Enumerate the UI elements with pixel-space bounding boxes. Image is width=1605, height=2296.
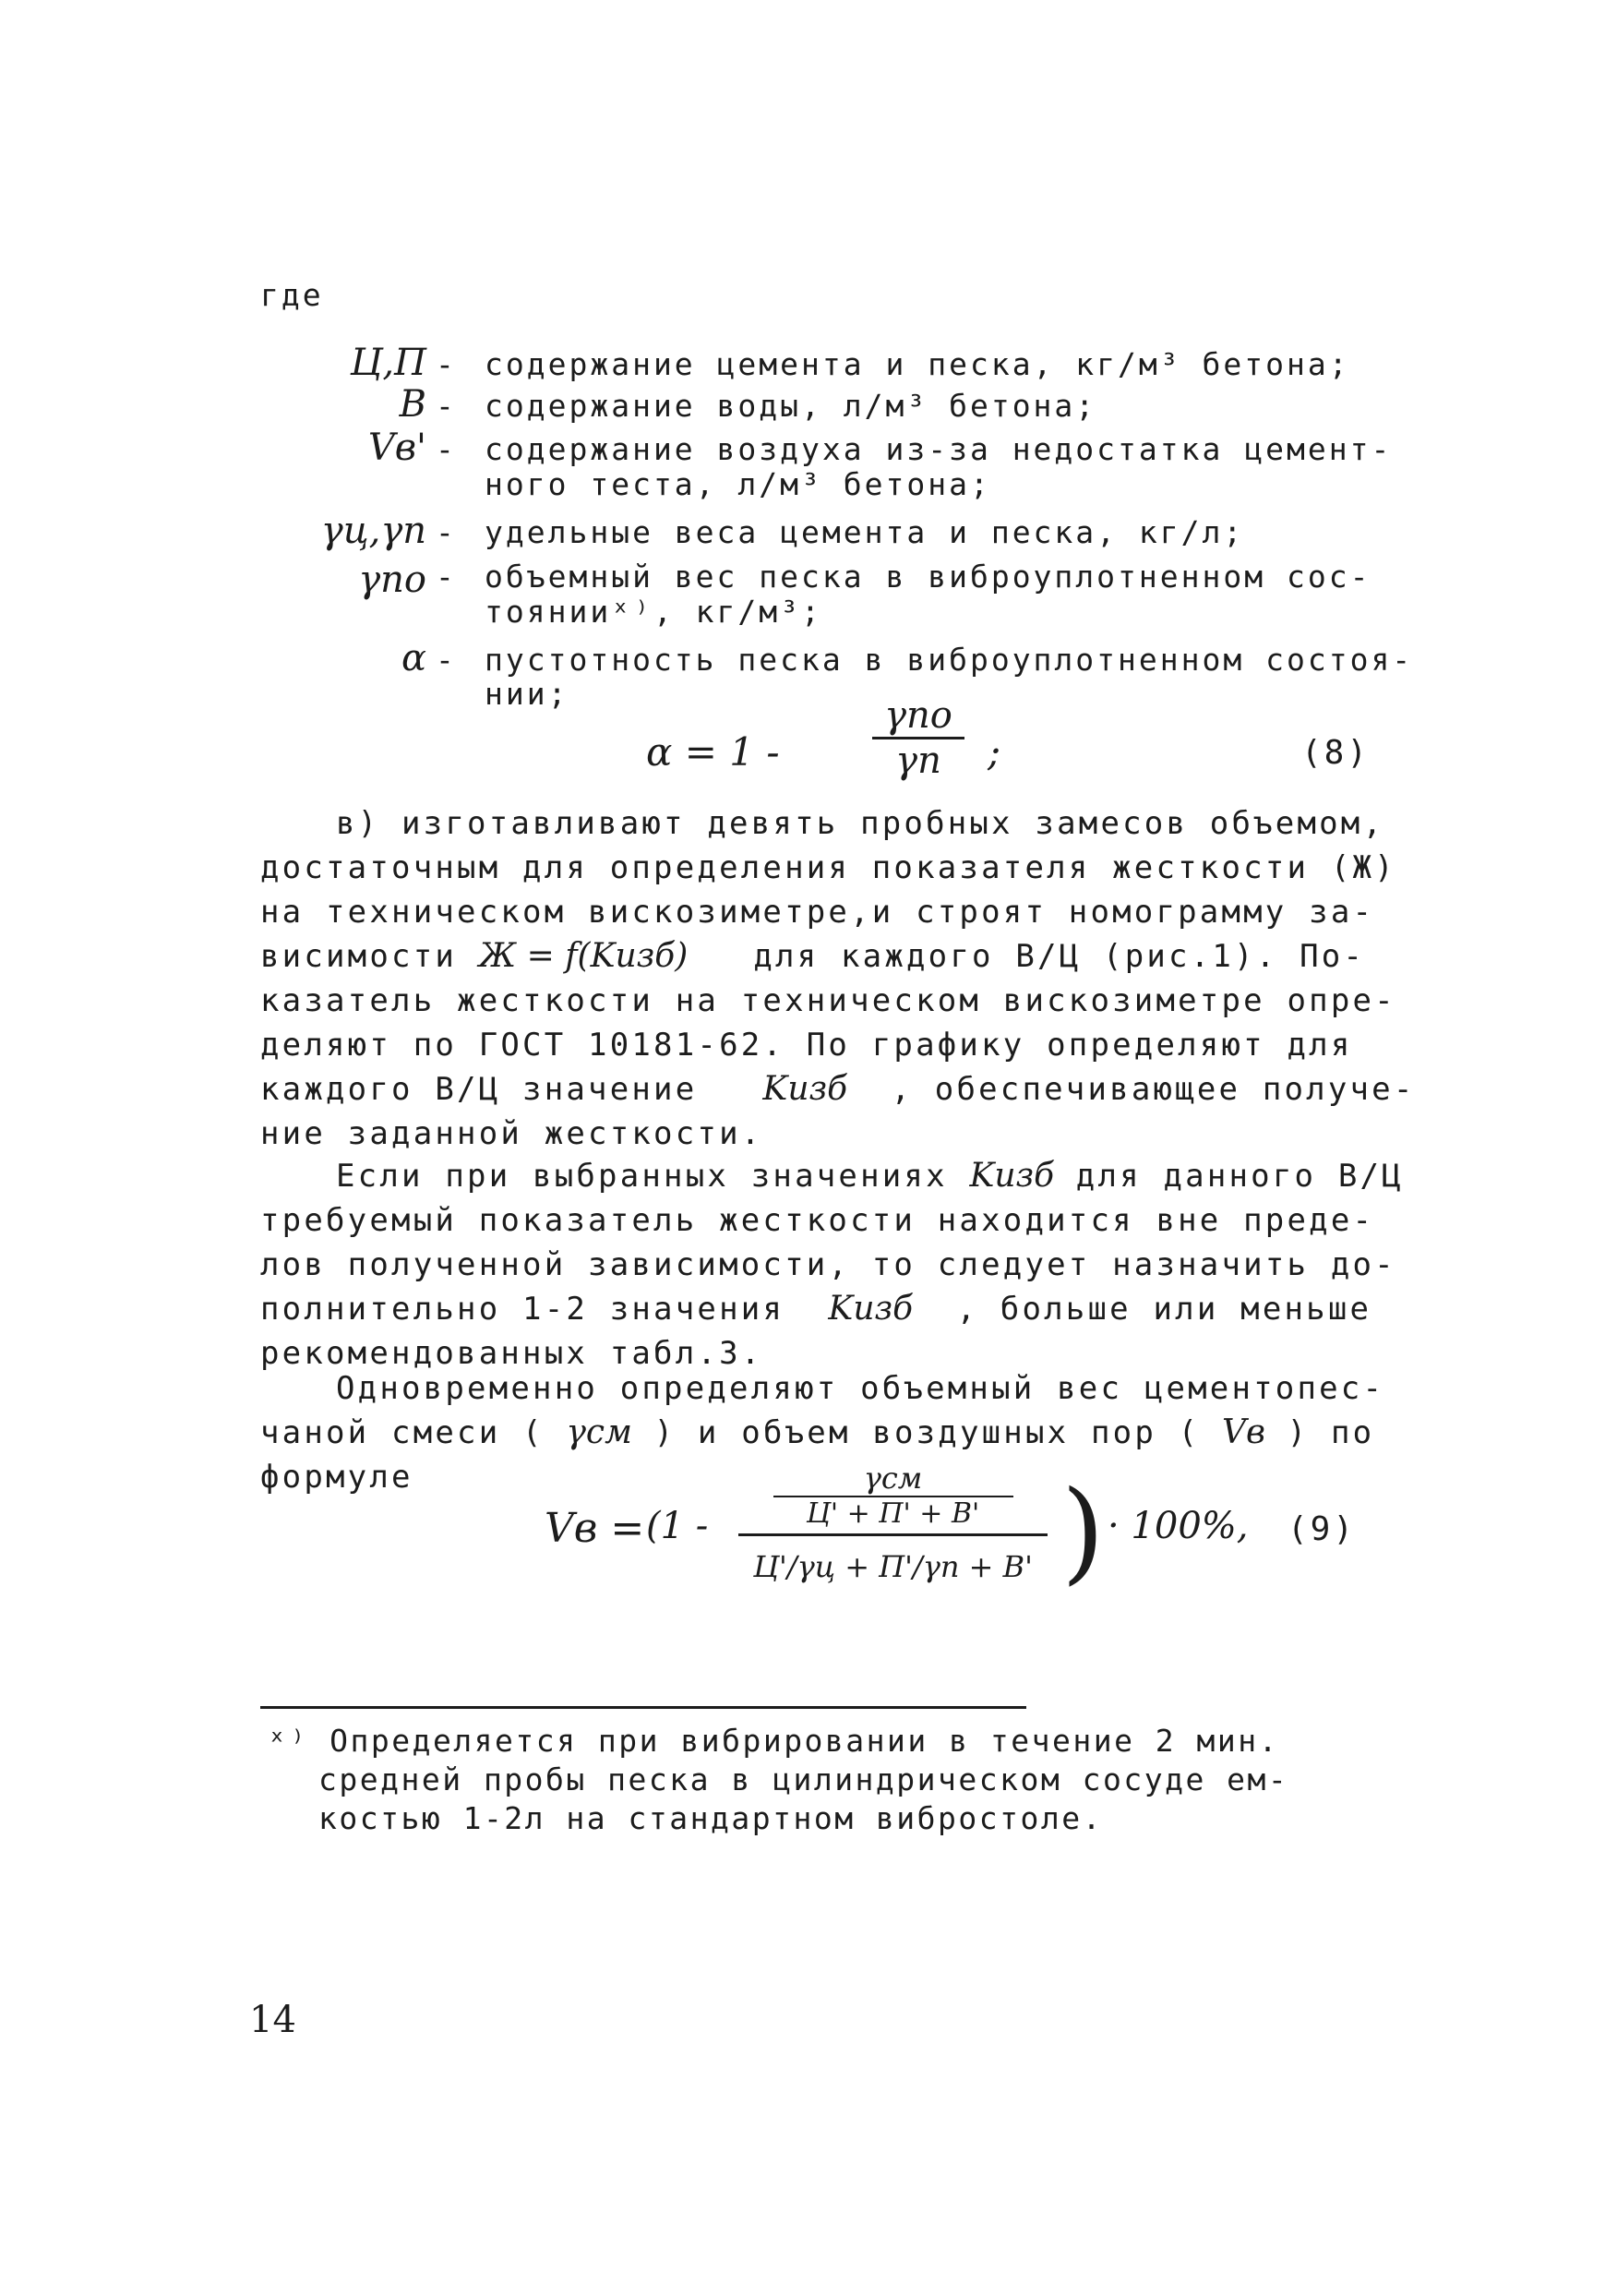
formula-8-lhs: α = 1 - xyxy=(646,729,780,775)
k-izb-symbol: Kизб xyxy=(762,1070,848,1108)
def-text: пустотность песка в виброуплотненном состоя- xyxy=(485,642,1414,678)
def-symbol-alpha: α xyxy=(401,637,426,679)
def-text: удельные веса цемента и песка, кг/л; xyxy=(485,514,1245,550)
formula-9-top-fraction xyxy=(773,1461,1013,1530)
def-dash: - xyxy=(436,642,454,678)
def-symbol-b: В xyxy=(399,383,426,426)
page-number: 14 xyxy=(249,1999,296,2041)
gamma-sm-symbol: γсм xyxy=(566,1413,632,1451)
paragraph-line: Одновременно определяют объемный вес цементопес- xyxy=(336,1370,1385,1407)
paragraph-fragment: каждого В/Ц значение xyxy=(260,1071,698,1108)
def-text: содержание воды, л/м³ бетона; xyxy=(485,388,1097,424)
def-text: содержание воздуха из-за недостатка цемент- xyxy=(485,431,1393,467)
paragraph-line: достаточным для определения показателя жесткости (Ж) xyxy=(260,849,1396,886)
paragraph-line: лов полученной зависимости, то следует назначить до- xyxy=(260,1246,1396,1283)
footnote xyxy=(268,1722,1289,1838)
v-air-symbol: Vв xyxy=(1222,1413,1265,1451)
def-text: объемный вес песка в виброуплотненном сос- xyxy=(485,559,1371,595)
paragraph-line: требуемый показатель жесткости находится вне преде- xyxy=(260,1202,1375,1239)
paragraph-line-mixed xyxy=(260,1067,1460,1112)
paragraph-line: формуле xyxy=(260,1459,413,1496)
paragraph-fragment: , обеспечивающее получе- xyxy=(891,1071,1416,1108)
paragraph-fragment: чаной смеси ( xyxy=(260,1414,545,1451)
paragraph-fragment: для данного В/Ц xyxy=(1075,1158,1404,1195)
footnote-separator xyxy=(260,1706,1026,1709)
paragraph-line-mixed xyxy=(260,1411,1460,1455)
paragraph-line-mixed xyxy=(260,1154,1460,1198)
paragraph-line: на техническом вискозиметре,и строят номограмму за- xyxy=(260,894,1375,931)
paragraph-fragment: , больше или меньше xyxy=(956,1291,1372,1328)
footnote-line: средней пробы песка в цилиндрическом сосуде ем- xyxy=(318,1761,1289,1797)
footnote-line: ˣ⁾ Определяется при вибрировании в течение 2 мин. xyxy=(268,1723,1280,1759)
def-symbol-vb: Vв' xyxy=(367,427,426,469)
def-text: нии; xyxy=(485,676,569,712)
def-dash: - xyxy=(436,514,454,550)
k-izb-symbol: Kизб xyxy=(828,1290,914,1328)
def-symbol-cp: Ц,П xyxy=(350,342,426,384)
intro-word: где xyxy=(260,277,324,313)
def-dash: - xyxy=(436,559,454,595)
def-symbol-gamma-po: γпо xyxy=(358,559,426,601)
formula-9-top-denominator: Ц' + П' + В' xyxy=(806,1497,980,1530)
paragraph-line: деляют по ГОСТ 10181-62. По графику определяют для xyxy=(260,1027,1353,1064)
formula-9-close: ) xyxy=(1061,1468,1105,1596)
paragraph-fragment: ) и объем воздушных пор ( xyxy=(653,1414,1201,1451)
paragraph-fragment: Если при выбранных значениях xyxy=(336,1158,948,1195)
def-text: ного теста, л/м³ бетона; xyxy=(485,466,991,502)
formula-8-fraction xyxy=(872,694,964,782)
def-text: тоянииˣ⁾, кг/м³; xyxy=(485,594,822,630)
paragraph-fragment: полнительно 1-2 значения xyxy=(260,1291,785,1328)
formula-9-big-fraction xyxy=(738,1461,1048,1584)
def-dash: - xyxy=(436,388,454,424)
paragraph-if xyxy=(260,1154,1460,1376)
formula-9-number: (9) xyxy=(1288,1510,1357,1548)
paragraph-v xyxy=(260,801,1460,1156)
paragraph-line: в) изготавливают девять пробных замесов объемом, xyxy=(336,805,1385,842)
def-symbol-gamma: γц,γп xyxy=(320,510,426,552)
fraction-bar xyxy=(738,1533,1048,1536)
formula-8-numerator: γпо xyxy=(884,694,952,737)
def-dash: - xyxy=(436,346,454,382)
formula-9-top-numerator: γсм xyxy=(863,1461,923,1496)
formula-9-lhs: Vв = xyxy=(545,1505,645,1552)
paragraph-fragment: для каждого В/Ц (рис.1). По- xyxy=(753,938,1366,975)
paragraph-fragment: ) по xyxy=(1287,1414,1375,1451)
paragraph-line-mixed xyxy=(260,1287,1460,1331)
footnote-line: костью 1-2л на стандартном вибростоле. xyxy=(318,1800,1103,1836)
k-izb-symbol: Kизб xyxy=(969,1157,1055,1195)
formula-8-denominator: γп xyxy=(895,739,941,782)
def-dash: - xyxy=(436,431,454,467)
formula-8-suffix: ; xyxy=(988,729,1001,775)
paragraph-line: рекомендованных табл.3. xyxy=(260,1335,763,1372)
formula-9-suffix: · 100%, xyxy=(1108,1505,1249,1547)
paragraph-line: казатель жесткости на техническом вискозиметре опре- xyxy=(260,982,1396,1019)
paragraph-fragment: висимости xyxy=(260,938,458,975)
paragraph-line: ние заданной жесткости. xyxy=(260,1115,763,1152)
paragraph-line-mixed xyxy=(260,934,1460,979)
dependency-formula: Ж = f(Kизб) xyxy=(478,937,689,975)
def-text: содержание цемента и песка, кг/м³ бетона; xyxy=(485,346,1350,382)
formula-8-number: (8) xyxy=(1301,734,1371,772)
formula-9-open: (1 - xyxy=(646,1505,709,1547)
formula-9-bottom: Ц'/γц + П'/γп + В' xyxy=(753,1549,1033,1584)
